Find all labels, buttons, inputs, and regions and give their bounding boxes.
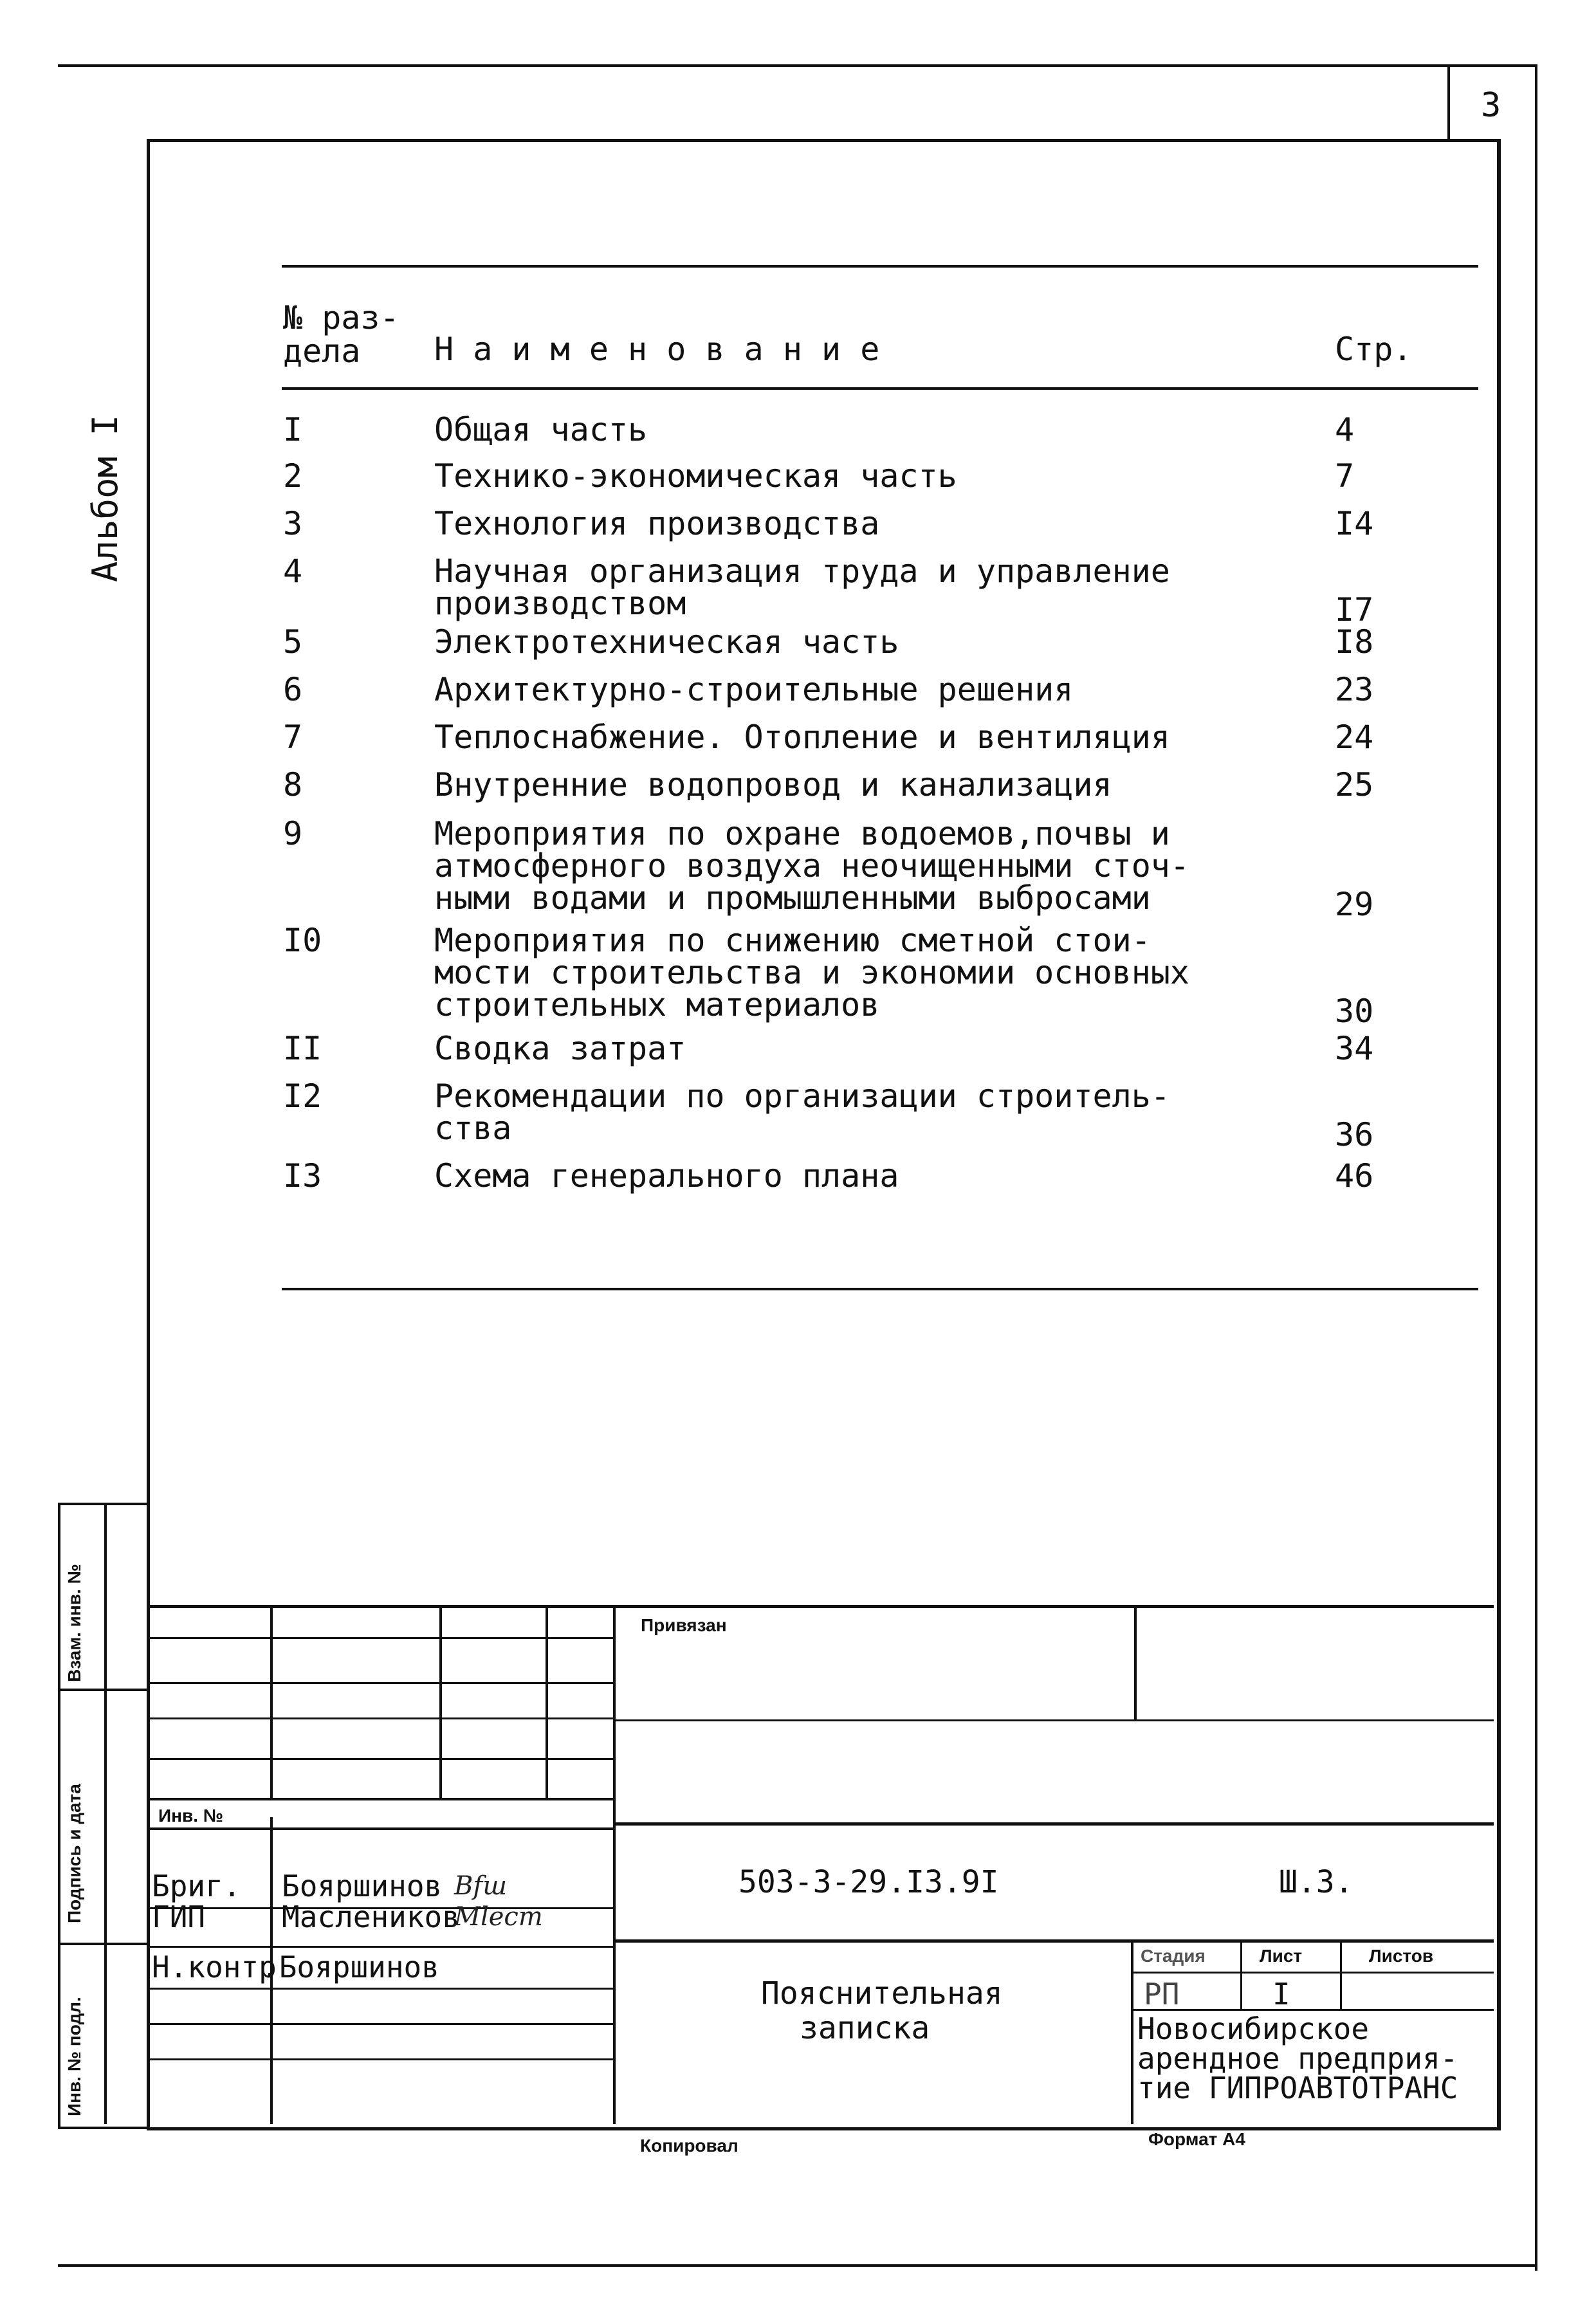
tb-v2 bbox=[439, 1605, 442, 1798]
toc-row-page: 29 bbox=[1335, 886, 1374, 923]
toc-row-page: 23 bbox=[1335, 671, 1374, 708]
tb-role-2: ГИП bbox=[152, 1900, 206, 1934]
tb-v3 bbox=[546, 1605, 548, 1798]
toc-row-page: I8 bbox=[1335, 623, 1374, 661]
toc-row-page: 46 bbox=[1335, 1157, 1374, 1195]
toc-row-num: 5 bbox=[283, 623, 303, 661]
toc-row-title-line: строительных материалов bbox=[434, 986, 880, 1023]
toc-row-title-line: Научная организация труда и управление bbox=[434, 553, 1170, 590]
toc-row-page: 34 bbox=[1335, 1030, 1374, 1067]
toc-header-rule bbox=[282, 387, 1478, 390]
tb-h11 bbox=[147, 2058, 613, 2060]
tb-h5 bbox=[147, 1798, 613, 1800]
tb-sign-1: Bfш bbox=[454, 1871, 508, 1901]
toc-row-title-line: ными водами и промышленными выбросами bbox=[434, 879, 1151, 917]
tb-stadia-value: РП bbox=[1144, 1977, 1180, 2011]
tb-name-1: Бояршинов bbox=[282, 1869, 443, 1903]
toc-row-num: I bbox=[283, 411, 303, 448]
tb-doc-title-2: записка bbox=[800, 2010, 930, 2046]
toc-row-page: I7 bbox=[1335, 591, 1374, 628]
toc-row-num: I3 bbox=[283, 1157, 322, 1195]
tb-top-rule bbox=[147, 1605, 1494, 1608]
tb-sign-2: Mlecm bbox=[454, 1902, 543, 1932]
toc-row-title-line: ства bbox=[434, 1110, 512, 1147]
toc-row-num: 8 bbox=[283, 766, 303, 803]
tb-sheet-code: Ш.З. bbox=[1279, 1864, 1353, 1900]
toc-row-page: 4 bbox=[1335, 411, 1355, 448]
tb-v1 bbox=[270, 1605, 273, 1798]
side-stamp-sep1 bbox=[58, 1689, 147, 1691]
tb-list-value: I bbox=[1272, 1977, 1290, 2011]
toc-col-section bbox=[283, 301, 399, 368]
toc-row-title-line: Электротехническая часть bbox=[434, 623, 899, 661]
bottom-page-line bbox=[58, 2264, 1537, 2267]
toc-row-page: 25 bbox=[1335, 766, 1374, 803]
toc-row-num: 6 bbox=[283, 671, 303, 708]
tb-inv-no: Инв. № bbox=[158, 1806, 224, 1826]
toc-row-title-line: Сводка затрат bbox=[434, 1030, 686, 1067]
tb-h1 bbox=[147, 1637, 613, 1639]
toc-row-num: 2 bbox=[283, 457, 303, 495]
side-inv-podl: Инв. № подл. bbox=[64, 1997, 84, 2116]
tb-privyazan-divider bbox=[1134, 1605, 1137, 1719]
toc-row-page: 36 bbox=[1335, 1116, 1374, 1153]
tb-doc-title-1: Пояснительная bbox=[761, 1975, 1003, 2011]
toc-row-title-line: Общая часть bbox=[434, 411, 648, 448]
toc-row-title-line: Мероприятия по охране водоемов,почвы и bbox=[434, 815, 1170, 852]
toc-row-title-line: Теплоснабжение. Отопление и вентиляция bbox=[434, 719, 1170, 756]
tb-h10 bbox=[147, 2023, 613, 2025]
toc-row-num: I0 bbox=[283, 922, 322, 959]
tb-name-3: .Бояршинов bbox=[261, 1950, 439, 1984]
album-label: Альбом I bbox=[85, 414, 125, 582]
tb-role-1: Бриг. bbox=[152, 1869, 241, 1903]
tb-list-label: Лист bbox=[1260, 1946, 1303, 1966]
tb-h4 bbox=[147, 1758, 613, 1760]
toc-row-title-line: Схема генерального плана bbox=[434, 1157, 899, 1195]
sheet-number: 3 bbox=[1481, 86, 1501, 125]
toc-row-title-line: Рекомендации по организации строитель- bbox=[434, 1077, 1170, 1115]
tb-stadia-h1 bbox=[1131, 1972, 1494, 1974]
tb-h2 bbox=[147, 1682, 613, 1684]
toc-row-title-line: атмосферного воздуха неочищенными сточ- bbox=[434, 847, 1189, 884]
tb-listov-label: Листов bbox=[1369, 1946, 1434, 1966]
tb-v4 bbox=[613, 1605, 616, 2124]
tb-h6 bbox=[147, 1827, 613, 1830]
toc-col-name: Н а и м е н о в а н и е bbox=[434, 331, 880, 368]
tb-name-2: Маслеников bbox=[282, 1900, 460, 1934]
side-stamp-divider bbox=[104, 1503, 107, 2124]
tb-stadia-label: Стадия bbox=[1141, 1946, 1206, 1966]
footer-kopiroval: Копировал bbox=[640, 2136, 738, 2156]
toc-row-title-line: производством bbox=[434, 585, 686, 622]
toc-row-title-line: Архитектурно-строительные решения bbox=[434, 671, 1074, 708]
tb-stadia-v3 bbox=[1340, 1939, 1342, 2010]
tb-org-2: арендное предприя- bbox=[1137, 2041, 1458, 2076]
tb-stadia-h2 bbox=[1131, 2009, 1494, 2011]
title-block bbox=[147, 1605, 1494, 2124]
tb-doc-code: 503-3-29.I3.9I bbox=[738, 1864, 999, 1900]
toc-col-page: Стр. bbox=[1335, 331, 1413, 368]
toc-top-rule bbox=[282, 265, 1478, 268]
toc-col-section-l1: № раз- bbox=[283, 299, 399, 336]
toc-row-page: I4 bbox=[1335, 505, 1374, 542]
toc-row-page: 30 bbox=[1335, 993, 1374, 1030]
toc-col-section-l2: дела bbox=[283, 333, 361, 370]
toc-row-num: 9 bbox=[283, 815, 303, 852]
side-stamp-sep2 bbox=[58, 1943, 147, 1945]
tb-org-3: тие ГИПРОАВТОТРАНС bbox=[1137, 2071, 1458, 2105]
tb-right-h1 bbox=[613, 1719, 1494, 1721]
tb-privyazan: Привязан bbox=[641, 1615, 727, 1635]
tb-stadia-left bbox=[1131, 1939, 1133, 2124]
toc-row-num: 4 bbox=[283, 553, 303, 590]
tb-right-h3 bbox=[613, 1939, 1494, 1943]
tb-h3 bbox=[147, 1717, 613, 1719]
toc-row-title-line: Внутренние водопровод и канализация bbox=[434, 766, 1112, 803]
toc-row-title-line: мости строительства и экономии основных bbox=[434, 954, 1189, 991]
tb-right-h2 bbox=[613, 1822, 1494, 1826]
tb-h8 bbox=[147, 1946, 613, 1948]
side-vzam-inv: Взам. инв. № bbox=[64, 1564, 84, 1682]
toc-row-num: 3 bbox=[283, 505, 303, 542]
toc-bottom-rule bbox=[282, 1288, 1478, 1290]
tb-org-1: Новосибирское bbox=[1137, 2011, 1370, 2046]
toc-row-title-line: Технология производства bbox=[434, 505, 880, 542]
toc-row-num: 7 bbox=[283, 719, 303, 756]
toc-row-title-line: Мероприятия по снижению сметной стои- bbox=[434, 922, 1151, 959]
tb-role-3: Н.контр bbox=[152, 1950, 277, 1984]
side-podpis-data: Подпись и дата bbox=[64, 1784, 84, 1923]
tb-stadia-v2 bbox=[1240, 1939, 1242, 2010]
footer-format: Формат А4 bbox=[1148, 2129, 1245, 2149]
toc-row-title-line: Технико-экономическая часть bbox=[434, 457, 957, 495]
toc-row-num: II bbox=[283, 1030, 322, 1067]
toc-row-page: 7 bbox=[1335, 457, 1355, 495]
toc-row-page: 24 bbox=[1335, 719, 1374, 756]
tb-h9 bbox=[147, 1988, 613, 1990]
toc-row-num: I2 bbox=[283, 1077, 322, 1115]
